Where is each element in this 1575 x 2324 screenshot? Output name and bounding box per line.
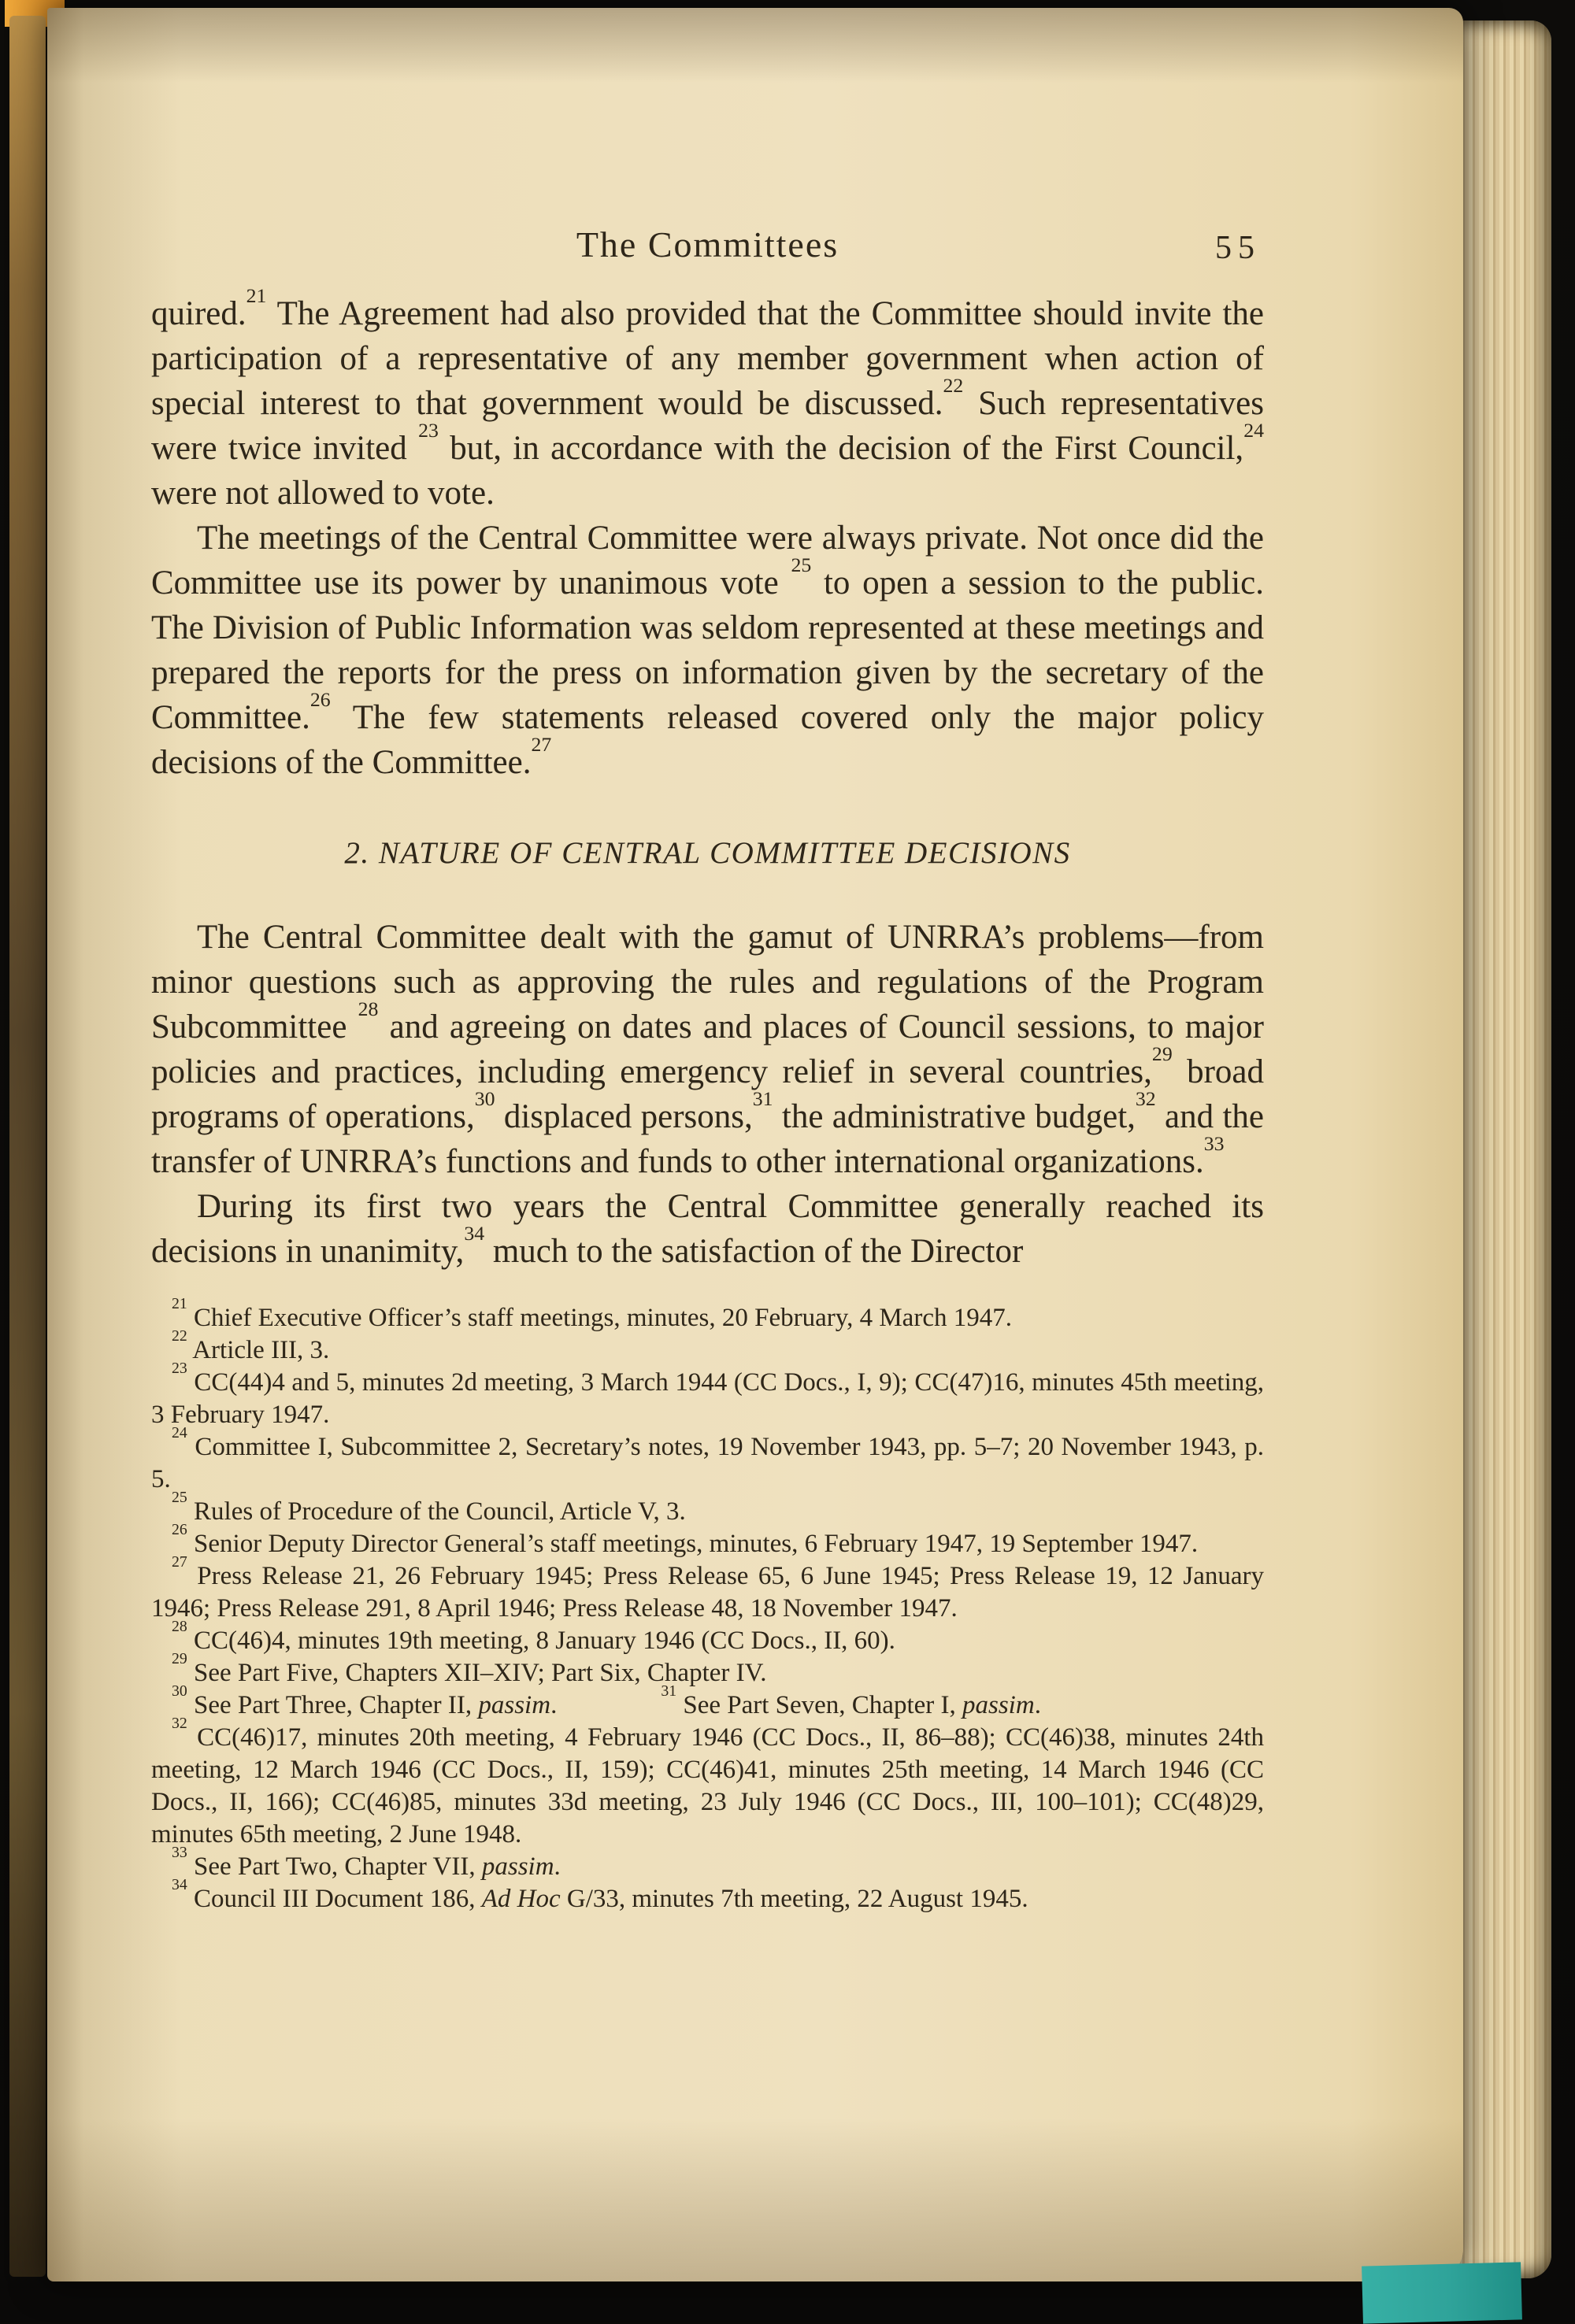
running-head-row [151,222,1264,271]
footnote: $^{24}$ Committee I, Subcommittee 2, Secretary’s notes, 19 November 1943, pp. 5–7; 20 November 1943, p. 5. [151,1424,1264,1493]
paragraph: The Central Committee dealt with the gamut of UNRRA’s problems—from minor questions such as approving the rules and regulations of the Program Subcommittee $^{28}$ and agreeing on dates and places of Council sessions, to major policies and practices, including emergency relief in several countries,$^{29}$ broad programs of operations,$^{30}$ displaced persons,$^{31}$ the administrative budget,$^{32}$ and the transfer of UNRRA’s functions and funds to other international organizations.$^{33}$ [151,919,1265,1180]
footnote: $^{32}$ CC(46)17, minutes 20th meeting, 4 February 1946 (CC Docs., II, 86–88); CC(46)38, minutes 24th meeting, 12 March 1946 (CC Docs., II, 159); CC(46)41, minutes 25th meeting, 14 March 1946 (CC Docs., II, 166); CC(46)85, minutes 33d meeting, 23 July 1946 (CC Docs., III, 100–101); CC(48)29, minutes 65th meeting, 2 June 1948. [151,1715,1264,1848]
footnote: $^{22}$ Article III, 3. [172,1327,330,1364]
footnote: $^{27}$ Press Release 21, 26 February 1945; Press Release 65, 6 June 1945; Press Release 19, 12 January 1946; Press Release 291, 8 April 1946; Press Release 48, 18 November 1947. [151,1553,1264,1623]
book-spine [9,16,46,2277]
page-edges [1458,20,1551,2278]
footnotes [151,1295,1264,1915]
book-page [47,8,1463,2281]
paragraph: During its first two years the Central Committee generally reached its decisions in unanimity,$^{34}$ much to the satisfaction of the Director [151,1188,1264,1270]
running-head: The Committees [576,224,839,265]
footnote: $^{23}$ CC(44)4 and 5, minutes 2d meeting, 3 March 1944 (CC Docs., I, 9); CC(47)16, minutes 45th meeting, 3 February 1947. [151,1360,1264,1429]
paragraph: The meetings of the Central Committee were always private. Not once did the Committee use its power by unanimous vote $^{25}$ to open a session to the public. The Division of Public Information was seldom represented at these meetings and prepared the reports for the press on information given by the secretary of the Committee.$^{26}$ The few statements released covered only the major policy decisions of the Committee.$^{27}$ [151,520,1264,781]
footnote: $^{28}$ CC(46)4, minutes 19th meeting, 8 January 1946 (CC Docs., II, 60). [172,1618,895,1655]
footnote: $^{25}$ Rules of Procedure of the Council, Article V, 3. [172,1489,686,1526]
body-text [151,283,1265,1274]
footnote: $^{34}$ Council III Document 186, Ad Hoc G/33, minutes 7th meeting, 22 August 1945. [172,1876,1028,1913]
footnote: $^{26}$ Senior Deputy Director General’s staff meetings, minutes, 6 February 1947, 19 September 1947. [172,1521,1199,1558]
page-content [47,8,1463,2281]
section-heading: 2. NATURE OF CENTRAL COMMITTEE DECISIONS [344,836,1071,870]
cover-corner [1362,2262,1522,2323]
page-number: 55 [1215,230,1261,266]
footnote: $^{29}$ See Part Five, Chapters XII–XIV; Part Six, Chapter IV. [172,1650,767,1687]
footnote: $^{21}$ Chief Executive Officer’s staff meetings, minutes, 20 February, 4 March 1947. [172,1295,1012,1332]
footnote: $^{30}$ See Part Three, Chapter II, passim. $^{31}$ See Part Seven, Chapter I, passim. [172,1682,1041,1719]
paragraph: quired.$^{21}$ The Agreement had also provided that the Committee should invite the participation of a representative of any member government when action of special interest to that government would be discussed.$^{22}$ Such representatives were twice invited $^{23}$ but, in accordance with the decision of the First Council,$^{24}$ were not allowed to vote. [151,283,1264,512]
footnote: $^{33}$ See Part Two, Chapter VII, passim. [172,1844,561,1881]
